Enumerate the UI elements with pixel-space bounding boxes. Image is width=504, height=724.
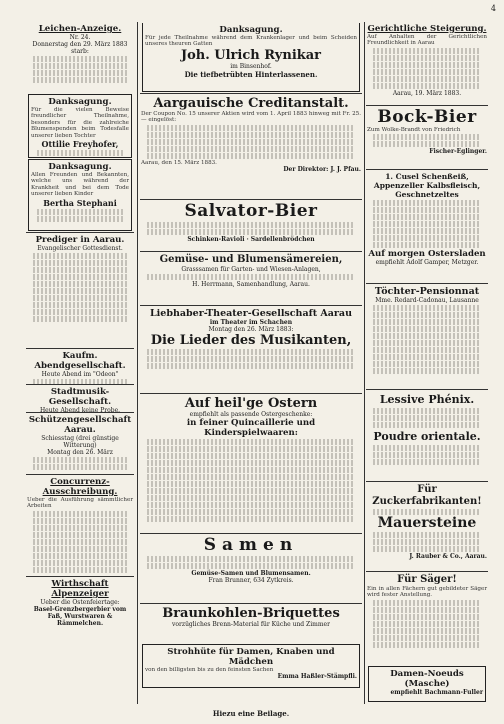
ad-block: Kaufm. Abendgesellschaft. Heute Abend im "Odeon" (26, 348, 134, 384)
ad-block: Für Zuckerfabrikanten! Mauersteine J. Rauber & Co., Aarau. (366, 481, 488, 571)
ad-title: Stadtmusik-Gesellschaft. (48, 387, 112, 407)
ad-block: Salvator-Bier Schinken-Ravioli · Sardellenbrödchen (140, 199, 362, 251)
ad-title: Für Zuckerfabrikanten! (372, 484, 482, 507)
ad-title: Aargauische Creditanstalt. (153, 96, 349, 111)
ad-block: Für Säger! Ein in allen Fächern gut gebildeter Säger wird fester Anstellung. (366, 571, 488, 665)
page-number: 4 (490, 4, 496, 13)
ad-title: Gemüse- und Blumensämereien, (159, 254, 343, 265)
footer-note: Hiezu eine Beilage. (212, 709, 290, 718)
ad-title: Prediger in Aarau. (35, 235, 125, 245)
ad-block: Gemüse- und Blumensämereien, Grasssamen für Garten- und Wiesen-Anlagen, H. Herrmann, Samenhandlung, Aarau. (140, 251, 362, 305)
column-divider (137, 22, 138, 704)
ad-block: Danksagung. Allen Freunden und Bekannten, welche uns während der Krankheit und bei dem Tode unserer lieben Kinder Bertha Stephani (28, 159, 132, 231)
ad-block: Prediger in Aarau. Evangelischer Gottesdienst. (26, 232, 134, 348)
ad-title: Danksagung. (48, 162, 112, 172)
ad-block: Schützengesellschaft Aarau. Schiesstag (drei günstige Witterung) Montag den 26. März (26, 412, 134, 474)
ad-title: Braunkohlen-Briquettes (162, 606, 340, 621)
ad-title: Danksagung. (219, 25, 283, 35)
ad-title: Lessive Phénix. (379, 393, 475, 406)
ad-title: Danksagung. (48, 97, 112, 107)
ad-title: Bock-Bier (377, 107, 477, 127)
ad-block: Strohhüte für Damen, Knaben und Mädchen von den billigsten bis zu den feinsten Sachen Emma Haßler-Stämpfli. (142, 644, 360, 688)
ad-title: Damen-Noeuds (Masche) (390, 669, 464, 689)
ad-block: Bock-Bier Zum Wolke-Brandt von Friedrich Fischer-Eglinger. (366, 105, 488, 169)
ad-block: Wirthschaft Alpenzeiger Ueber die Ostenfeiertage: Basel-Grenzbergerbier vom Faß, Wurstwaren & Rämmelchen. (26, 576, 134, 630)
ad-title: Gerichtliche Steigerung. (367, 24, 487, 34)
ad-title: Auf heil'ge Ostern (184, 396, 318, 411)
column-right (366, 22, 488, 704)
ad-title: Samen (203, 535, 299, 555)
column-divider (364, 22, 365, 704)
ad-block: Samen Gemüse-Samen und Blumensamen. Fran Brunner, 634 Zytkreis. (140, 533, 362, 603)
ad-block: Stadtmusik-Gesellschaft. Heute Abend keine Probe. (26, 384, 134, 412)
ad-title: Leichen-Anzeige. (38, 24, 122, 34)
ad-title: Liebhaber-Theater-Gesellschaft Aarau (150, 308, 352, 319)
ad-block: Auf heil'ge Ostern empfiehlt als passende Ostergeschenke: in feiner Quincaillerie und Kinderspielwaaren: (140, 393, 362, 533)
ad-block: Aargauische Creditanstalt. Der Coupon No. 15 unserer Aktien wird vom 1. April 1883 hinweg mit Fr. 25. — eingelöst: Aarau, den 15. März 1883. Der Direktor: J. J. Pfau. (140, 93, 362, 199)
ad-title: Salvator-Bier (184, 201, 318, 221)
ad-title: Kaufm. Abendgesellschaft. (34, 351, 126, 371)
ad-title: Töchter-Pensionnat (374, 286, 480, 297)
ad-block: Concurrenz-Ausschreibung. Ueber die Ausführung sämmtlicher Arbeiten (26, 474, 134, 576)
ad-title: Für Säger! (397, 574, 457, 585)
ad-block: Damen-Noeuds (Masche) empfiehlt Bachmann-Fuller (368, 666, 486, 702)
ad-title: Wirthschaft Alpenzeiger (51, 579, 109, 599)
ad-block: Töchter-Pensionnat Mme. Redard-Cadonau, Lausanne (366, 283, 488, 389)
column-middle (140, 22, 362, 704)
ad-block: Lessive Phénix. Poudre orientale. (366, 389, 488, 481)
ad-block: Gerichtliche Steigerung. Auf Anhalten der Gerichtlichen Freundlichkeit in Aarau Aarau, 19. März 1883. (367, 24, 487, 97)
column-left (26, 22, 134, 704)
ad-title: Strohhüte für Damen, Knaben und Mädchen (167, 647, 335, 667)
ad-title: Schützengesellschaft Aarau. (28, 415, 132, 435)
ad-block: Leichen-Anzeige. Nr. 24. Donnerstag den 29. März 1883 starb: (26, 22, 134, 93)
ad-block: Liebhaber-Theater-Gesellschaft Aarau im Theater im Schachen Montag den 26. März 1883: Die Lieder des Musikanten, (140, 305, 362, 393)
ad-block: Braunkohlen-Briquettes vorzügliches Brenn-Material für Küche und Zimmer (140, 603, 362, 643)
ad-block: Danksagung. Für die vielen Beweise freundlicher Theilnahme, besonders für die zahlreiche Blumenspenden beim Todesfalle unserer lieben Tochter Ottilie Freyhofer, (28, 94, 132, 158)
ad-title: 1. Cusel Schenßeiß, Appenzeller Kalbsfleisch, Geschnetzeltes (373, 172, 481, 199)
ad-block: Danksagung. Für jede Theilnahme während dem Krankenlager und beim Scheiden unseres theuren Gatten Joh. Ulrich Rynikar im Binsenhof. Die tiefbetrübten Hinterlassenen. (142, 23, 360, 92)
ad-title: Concurrenz-Ausschreibung. (42, 477, 118, 497)
ad-block: 1. Cusel Schenßeiß, Appenzeller Kalbsfleisch, Geschnetzeltes Auf morgen Ostersladen empfiehlt Adolf Gamper, Metzger. (366, 169, 488, 283)
